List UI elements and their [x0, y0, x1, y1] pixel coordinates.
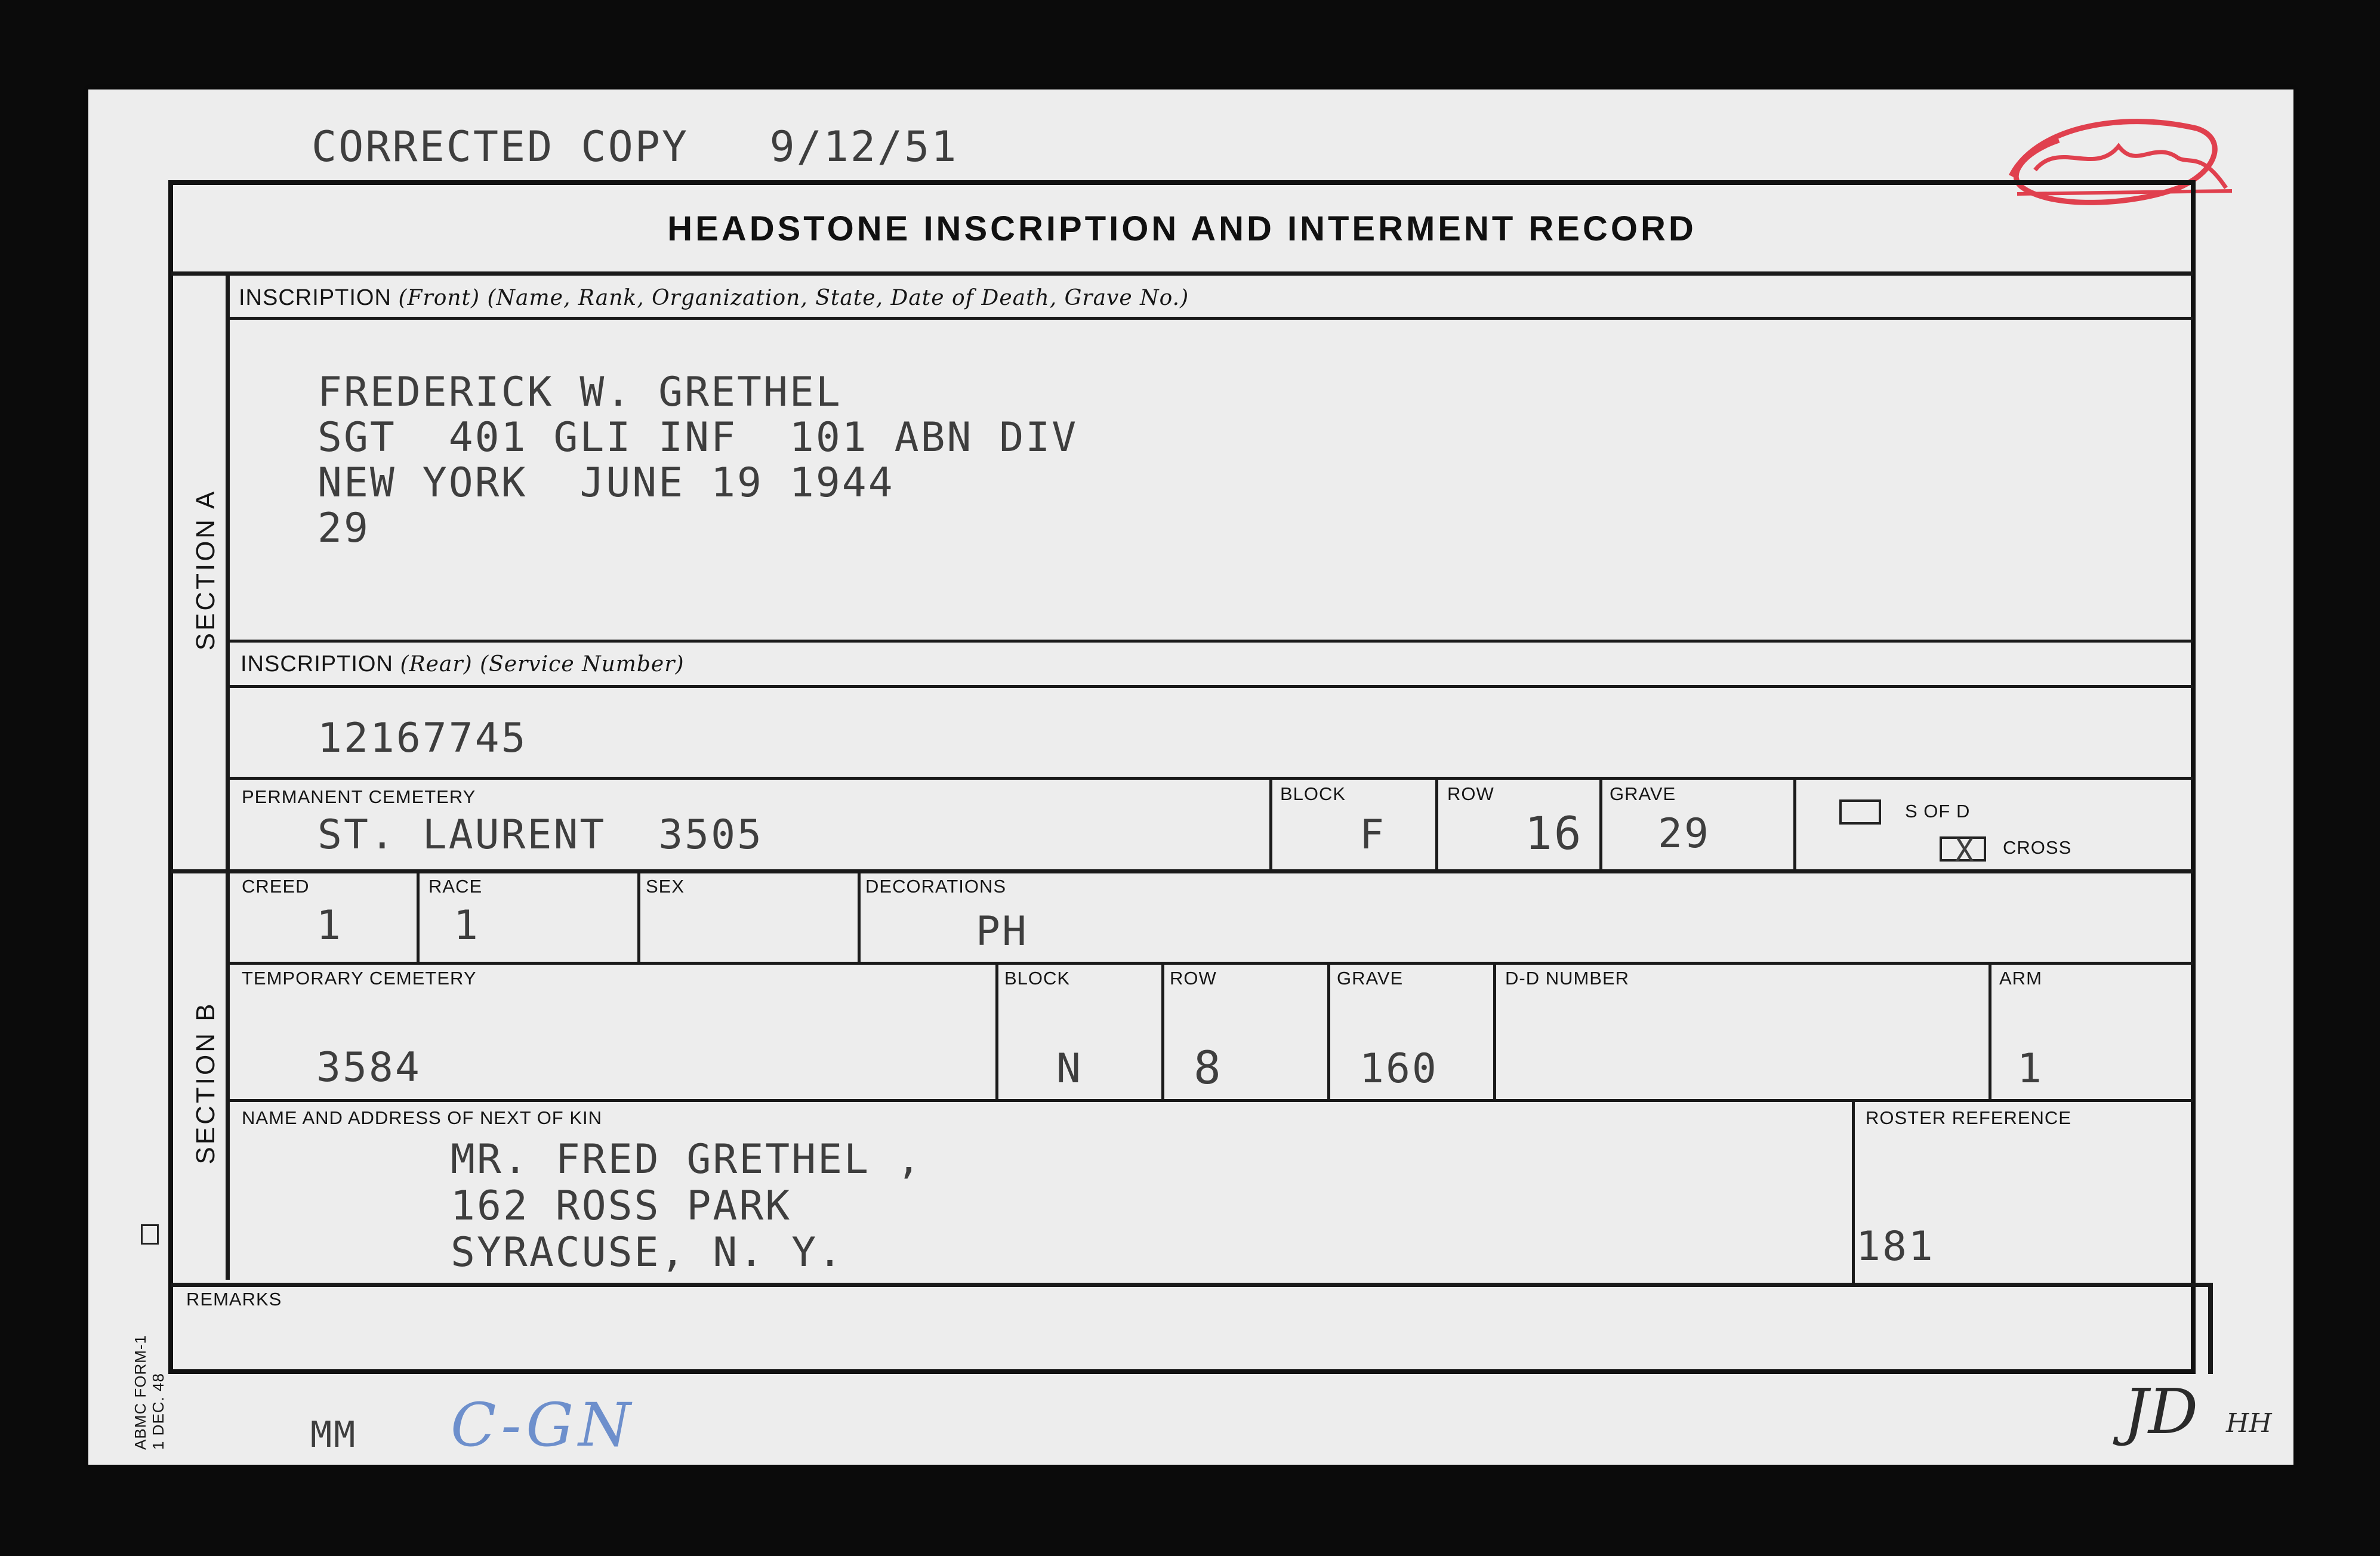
line-dd-number [1493, 962, 1496, 1101]
line-sex [637, 871, 640, 964]
form-id-line1: ABMC FORM-1 [131, 1335, 149, 1450]
service-number: 12167745 [317, 715, 528, 762]
roster-reference-value: 181 [1856, 1223, 1935, 1270]
temporary-cemetery-value: 3584 [316, 1044, 421, 1091]
line-rear-bottom [228, 777, 2193, 780]
typed-initials: MM [310, 1414, 357, 1456]
perm-grave-value: 29 [1658, 810, 1710, 857]
blue-handwritten-note: C-GN [451, 1390, 636, 1460]
line-decorations [858, 871, 861, 964]
corrected-copy-note: CORRECTED COPY 9/12/51 [312, 122, 958, 171]
s-of-d-checkbox [1839, 799, 1881, 825]
perm-row-label: ROW [1447, 783, 1494, 804]
line-front-bottom [228, 640, 2193, 643]
temp-row-value: 8 [1194, 1041, 1223, 1094]
handwritten-initials-right: HH [2226, 1408, 2272, 1438]
form-id-line2: 1 DEC. 48 [149, 1373, 167, 1450]
next-of-kin-lines [451, 1137, 923, 1276]
temporary-cemetery-label: TEMPORARY CEMETERY [242, 968, 477, 989]
line-race [417, 871, 420, 964]
race-value: 1 [454, 902, 480, 949]
temp-block-value: N [1056, 1045, 1083, 1092]
permanent-cemetery-value: ST. LAURENT 3505 [317, 811, 763, 859]
roster-reference-label: ROSTER REFERENCE [1866, 1107, 2071, 1128]
line-rear-label [228, 685, 2193, 688]
sex-label: SEX [646, 876, 685, 897]
line-roster [1852, 1099, 1855, 1285]
line-creed-bottom [228, 962, 2193, 965]
line-title-bottom [171, 271, 2193, 276]
decorations-label: DECORATIONS [865, 876, 1007, 897]
permanent-cemetery-label: PERMANENT CEMETERY [242, 786, 476, 807]
arm-label: ARM [1999, 968, 2042, 989]
line-section-boundary [171, 869, 2193, 873]
form-id [131, 1235, 215, 1450]
next-of-kin-city: SYRACUSE, N. Y. [451, 1229, 844, 1276]
line-temp-row [1161, 962, 1164, 1101]
line-perm-grave [1599, 777, 1602, 871]
perm-block-value: F [1359, 811, 1386, 859]
form-id-checkbox [141, 1224, 159, 1245]
front-inscription-lines [317, 370, 1078, 551]
line-perm-marker [1793, 777, 1796, 871]
line-front-label [228, 317, 2193, 320]
next-of-kin-street: 162 ROSS PARK [451, 1183, 792, 1230]
cross-label: CROSS [2003, 837, 2072, 858]
cross-check-mark: X [1955, 833, 1976, 869]
front-line-state-date: NEW YORK JUNE 19 1944 [317, 459, 895, 507]
next-of-kin-name: MR. FRED GRETHEL , [451, 1136, 923, 1183]
temp-row-label: ROW [1170, 968, 1217, 989]
perm-row-value: 16 [1525, 807, 1583, 860]
next-of-kin-label: NAME AND ADDRESS OF NEXT OF KIN [242, 1107, 603, 1128]
front-line-grave-no: 29 [317, 505, 370, 552]
line-remarks-top [171, 1283, 2212, 1287]
line-arm [1989, 962, 1991, 1101]
dd-number-label: D-D NUMBER [1505, 968, 1630, 989]
creed-value: 1 [316, 902, 343, 949]
decorations-value: PH [976, 908, 1028, 955]
perm-block-label: BLOCK [1280, 783, 1346, 804]
line-perm-row [1435, 777, 1438, 871]
line-perm-block [1269, 777, 1272, 871]
front-line-name: FREDERICK W. GRETHEL [317, 369, 842, 416]
front-inscription-label: INSCRIPTION (Front) (Name, Rank, Organization, State, Date of Death, Grave No.) [239, 285, 1189, 310]
rear-inscription-label: INSCRIPTION (Rear) (Service Number) [241, 652, 685, 677]
temp-block-label: BLOCK [1004, 968, 1071, 989]
remarks-label: REMARKS [186, 1289, 282, 1310]
temp-grave-label: GRAVE [1337, 968, 1404, 989]
line-temp-block [995, 962, 998, 1101]
handwritten-signature: JD [2123, 1375, 2199, 1448]
temp-grave-value: 160 [1359, 1045, 1438, 1092]
arm-value: 1 [2017, 1045, 2043, 1092]
line-remarks-right [2208, 1283, 2213, 1374]
perm-grave-label: GRAVE [1610, 783, 1676, 804]
race-label: RACE [428, 876, 483, 897]
section-b-label: SECTION B [191, 1001, 220, 1165]
line-temp-grave [1327, 962, 1330, 1101]
front-line-rank-unit: SGT 401 GLI INF 101 ABN DIV [317, 414, 1078, 461]
form-title: HEADSTONE INSCRIPTION AND INTERMENT RECORD [667, 209, 1697, 248]
s-of-d-label: S OF D [1905, 801, 1971, 822]
section-a-label: SECTION A [191, 489, 220, 651]
creed-label: CREED [242, 876, 310, 897]
line-temp-bottom [228, 1099, 2193, 1102]
